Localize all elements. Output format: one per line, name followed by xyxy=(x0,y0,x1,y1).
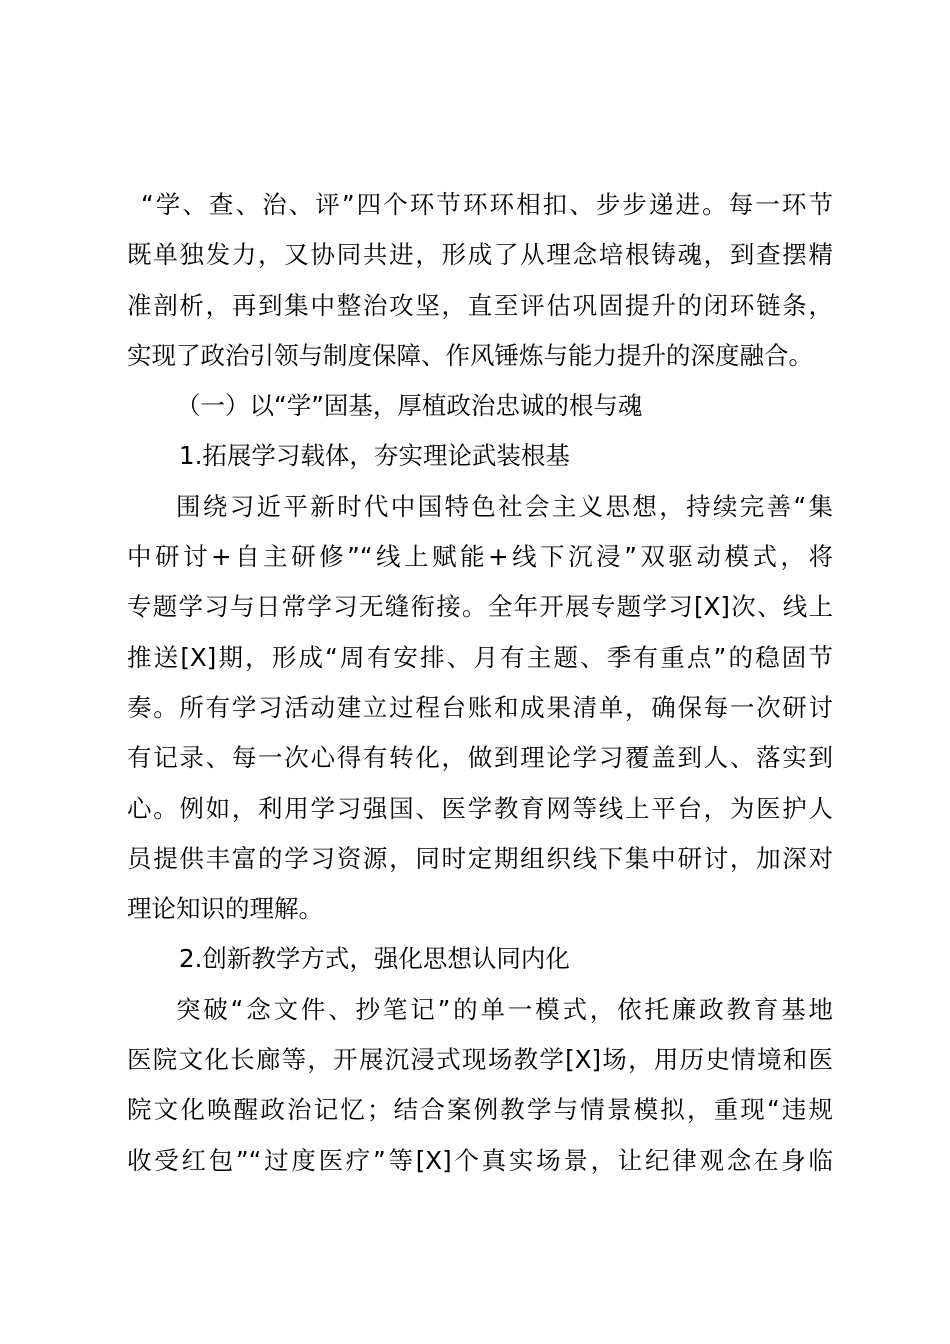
section-heading: （一）以“学”固基，厚植政治忠诚的根与魂 xyxy=(176,391,643,421)
paragraph-line: 专题学习与日常学习无缝衔接。全年开展专题学习[X]次、线上 xyxy=(127,592,833,622)
paragraph-line: 有记录、每一次心得有转化，做到理论学习覆盖到人、落实到 xyxy=(127,743,833,773)
paragraph-line: 心。例如，利用学习强国、医学教育网等线上平台，为医护人 xyxy=(127,793,833,823)
subsection-heading: 1.拓展学习载体，夯实理论武装根基 xyxy=(179,441,570,471)
paragraph-line: 突破“念文件、抄笔记”的单一模式，依托廉政教育基地 xyxy=(176,994,833,1024)
paragraph-line: 医院文化长廊等，开展沉浸式现场教学[X]场，用历史情境和医 xyxy=(127,1045,833,1075)
paragraph-line: 员提供丰富的学习资源，同时定期组织线下集中研讨，加深对 xyxy=(127,843,833,873)
subsection-heading: 2.创新教学方式，强化思想认同内化 xyxy=(179,944,570,974)
paragraph-line: 奏。所有学习活动建立过程台账和成果清单，确保每一次研讨 xyxy=(127,692,833,722)
paragraph-line: 既单独发力，又协同共进，形成了从理念培根铸魂，到查摆精 xyxy=(127,240,833,270)
paragraph-line: 中研讨+自主研修”“线上赋能+线下沉浸”双驱动模式，将 xyxy=(127,542,833,572)
paragraph-line: 围绕习近平新时代中国特色社会主义思想，持续完善“集 xyxy=(176,491,833,521)
paragraph-line: 理论知识的理解。 xyxy=(127,894,323,924)
paragraph-line: 院文化唤醒政治记忆；结合案例教学与情景模拟，重现“违规 xyxy=(127,1095,833,1125)
paragraph-line: 推送[X]期，形成“周有安排、月有主题、季有重点”的稳固节 xyxy=(127,642,833,672)
document-body xyxy=(127,180,833,1186)
paragraph-line: “学、查、治、评”四个环节环环相扣、步步递进。每一环节 xyxy=(141,190,833,219)
paragraph-line: 收受红包”“过度医疗”等[X]个真实场景，让纪律观念在身临 xyxy=(127,1145,833,1175)
paragraph-line: 准剖析，再到集中整治攻坚，直至评估巩固提升的闭环链条， xyxy=(127,290,833,320)
paragraph-line: 实现了政治引领与制度保障、作风锤炼与能力提升的深度融合。 xyxy=(127,340,813,370)
